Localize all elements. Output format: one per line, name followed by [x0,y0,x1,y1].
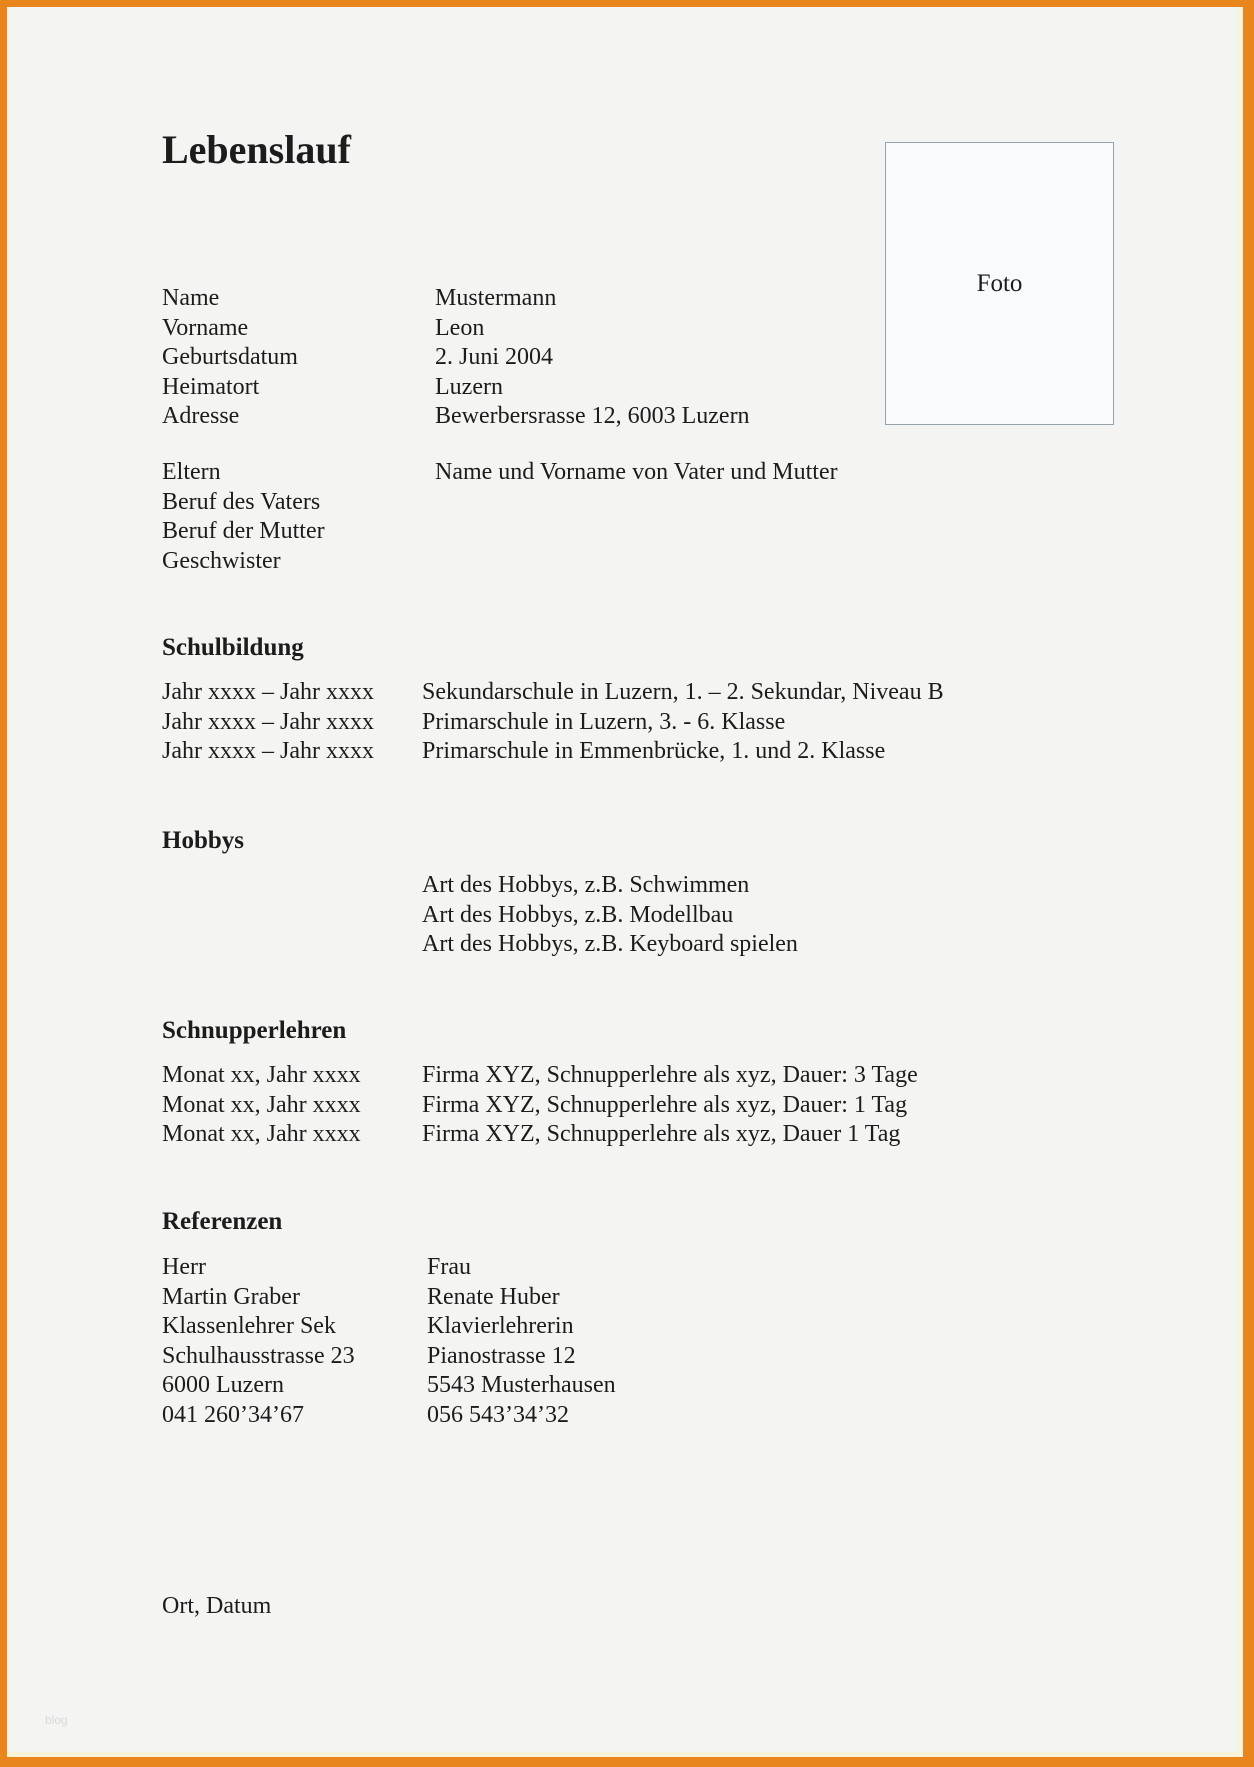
hobby-row [162,930,798,960]
section-heading-referenzen: Referenzen [162,1208,283,1235]
description: Sekundarschule in Luzern, 1. – 2. Sekundar, Niveau B [422,679,944,705]
period: Jahr xxxx – Jahr xxxx [162,708,374,735]
watermark: blog [45,1713,68,1727]
referenz-col2: 056 543’34’32 [427,1401,569,1428]
hobby-row [162,871,798,901]
field-label: Vorname [162,314,249,341]
referenz-row [162,1312,616,1342]
family-row [162,488,838,518]
page [7,7,1243,1757]
referenz-col2: Klavierlehrerin [427,1313,574,1339]
section-heading-schulbildung: Schulbildung [162,634,304,661]
referenz-col2: Pianostrasse 12 [427,1342,576,1369]
section-heading-schnupperlehren: Schnupperlehren [162,1017,347,1044]
family-row [162,458,838,488]
field-label: Name [162,285,220,311]
description: Firma XYZ, Schnupperlehre als xyz, Dauer: 3 Tage [422,1062,918,1088]
field-label: Beruf des Vaters [162,488,321,515]
field-label: Eltern [162,459,221,485]
referenz-col1: 041 260’34’67 [162,1401,304,1428]
field-label: Beruf der Mutter [162,518,325,544]
description: Primarschule in Luzern, 3. - 6. Klasse [422,708,786,735]
description: Art des Hobbys, z.B. Modellbau [422,901,734,928]
personal-row [162,402,750,432]
page-title: Lebenslauf [162,127,351,172]
field-label: Geschwister [162,547,281,574]
personal-row [162,314,750,344]
description: Art des Hobbys, z.B. Schwimmen [422,872,750,898]
period: Monat xx, Jahr xxxx [162,1091,361,1118]
field-value: 2. Juni 2004 [435,344,554,370]
photo-placeholder [885,142,1114,425]
period: Monat xx, Jahr xxxx [162,1121,361,1147]
period: Jahr xxxx – Jahr xxxx [162,679,374,705]
schulbildung-row [162,737,944,767]
personal-section [162,284,750,432]
schnupperlehre-row [162,1061,918,1091]
description: Firma XYZ, Schnupperlehre als xyz, Dauer 1 Tag [422,1121,901,1147]
referenz-col1: Herr [162,1254,206,1280]
referenzen-section [162,1253,616,1430]
family-row [162,517,838,547]
field-value: Name und Vorname von Vater und Mutter [435,459,838,485]
referenz-col2: 5543 Musterhausen [427,1372,616,1398]
period: Monat xx, Jahr xxxx [162,1062,361,1088]
referenz-col2: Renate Huber [427,1283,560,1310]
description: Primarschule in Emmenbrücke, 1. und 2. Klasse [422,738,886,764]
referenz-col1: 6000 Luzern [162,1372,284,1398]
family-row [162,547,838,577]
referenz-row [162,1401,616,1431]
hobby-row [162,901,798,931]
referenz-col1: Martin Graber [162,1283,300,1310]
photo-label: Foto [976,269,1023,297]
schnupperlehren-section [162,1061,918,1150]
referenz-col1: Klassenlehrer Sek [162,1313,336,1339]
personal-row [162,343,750,373]
referenz-col2: Frau [427,1254,471,1280]
schulbildung-row [162,708,944,738]
field-label: Geburtsdatum [162,344,298,370]
field-value: Mustermann [435,285,557,311]
section-heading-hobbys: Hobbys [162,827,244,854]
referenz-row [162,1283,616,1313]
schnupperlehre-row [162,1120,918,1150]
description: Art des Hobbys, z.B. Keyboard spielen [422,931,798,957]
field-value: Bewerbersrasse 12, 6003 Luzern [435,403,750,429]
field-value: Luzern [435,373,503,400]
referenz-row [162,1253,616,1283]
personal-row [162,284,750,314]
referenz-row [162,1342,616,1372]
family-section [162,458,838,576]
schulbildung-section [162,678,944,767]
ort-datum-line: Ort, Datum [162,1593,272,1619]
referenz-row [162,1371,616,1401]
referenz-col1: Schulhausstrasse 23 [162,1342,355,1369]
field-value: Leon [435,314,485,341]
period: Jahr xxxx – Jahr xxxx [162,738,374,764]
schulbildung-row [162,678,944,708]
schnupperlehre-row [162,1091,918,1121]
personal-row [162,373,750,403]
field-label: Adresse [162,403,240,429]
field-label: Heimatort [162,373,260,400]
hobbys-section [162,871,798,960]
description: Firma XYZ, Schnupperlehre als xyz, Dauer: 1 Tag [422,1091,908,1118]
